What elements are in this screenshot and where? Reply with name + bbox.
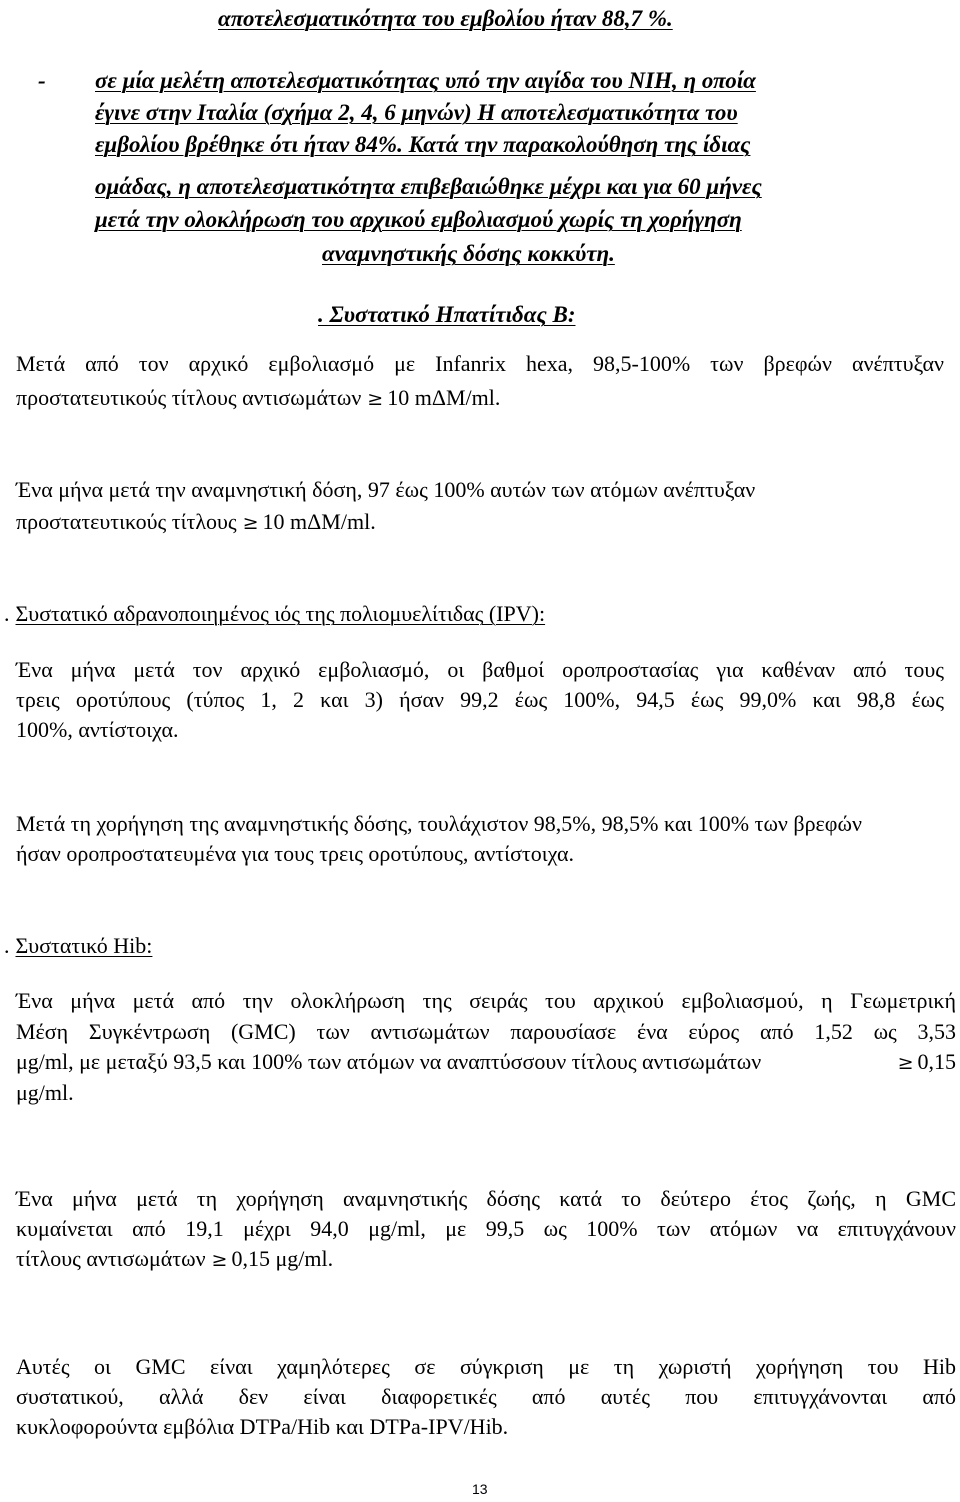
hepb-heading: . Συστατικό Ηπατίτιδας Β: [318, 302, 576, 327]
geq-symbol: ≥ [367, 388, 384, 410]
hib-p2-value: 0,15 μg/ml. [231, 1246, 334, 1271]
hib-p3-line-3: κυκλοφορούντα εμβόλια DTPa/Hib και DTPa-IPV/Hib. [16, 1414, 509, 1439]
hepb-p2-line-2 [16, 509, 376, 536]
ipv-heading [4, 601, 545, 627]
hepb-p1-line-1: Μετά από τον αρχικό εμβολιασμό με Infanrix hexa, 98,5-100% των βρεφών ανέπτυξαν [16, 351, 944, 376]
nih-line-4: ομάδας, η αποτελεσματικότητα επιβεβαιώθηκε μέχρι και για 60 μήνες [95, 174, 762, 199]
geq-symbol: ≥ [897, 1052, 914, 1074]
hib-p2-line-2: κυμαίνεται από 19,1 μέχρι 94,0 μg/ml, με 99,5 ως 100% των ατόμων να επιτυγχάνουν [16, 1216, 956, 1241]
nih-line-5: μετά την ολοκλήρωση του αρχικού εμβολιασμού χωρίς τη χορήγηση [95, 207, 742, 232]
hepb-p2-line-1: Ένα μήνα μετά την αναμνηστική δόση, 97 έως 100% αυτών των ατόμων ανέπτυξαν [16, 477, 756, 502]
ipv-p2-line-1: Μετά τη χορήγηση της αναμνηστικής δόσης, τουλάχιστον 98,5%, 98,5% και 100% των βρεφών [16, 811, 862, 836]
bullet-dash: - [38, 68, 46, 93]
hib-heading-dot: . [4, 933, 10, 958]
nih-line-2: έγινε στην Ιταλία (σχήμα 2, 4, 6 μηνών) Η αποτελεσματικότητα του [95, 100, 738, 125]
hib-p1-line-3-text: μg/ml, με μεταξύ 93,5 και 100% των ατόμων να αναπτύσσουν τίτλους αντισωμάτων [16, 1049, 762, 1074]
hib-p3-line-2: συστατικού, αλλά δεν είναι διαφορετικές από αυτές που επιτυγχάνονται από [16, 1384, 956, 1409]
nih-line-6: αναμνηστικής δόσης κοκκύτη. [322, 241, 615, 266]
hepb-p1-line-2 [16, 385, 500, 412]
geq-symbol: ≥ [242, 512, 259, 534]
ipv-heading-text: Συστατικό αδρανοποιημένος ιός της πολιομυελίτιδας (IPV): [15, 601, 546, 626]
ipv-heading-dot: . [4, 601, 10, 626]
hib-p2-line-3 [16, 1246, 333, 1273]
hib-p1-line-3 [16, 1049, 956, 1076]
nih-line-3: εμβολίου βρέθηκε ότι ήταν 84%. Κατά την παρακολούθηση της ίδιας [95, 132, 751, 157]
geq-symbol: ≥ [211, 1249, 228, 1271]
hepb-p1-line-2-text: προστατευτικούς τίτλους αντισωμάτων [16, 385, 362, 410]
hib-p3-line-1: Αυτές οι GMC είναι χαμηλότερες σε σύγκριση με τη χωριστή χορήγηση του Hib [16, 1354, 956, 1379]
hib-p1-line-1: Ένα μήνα μετά από την ολοκλήρωση της σειράς του αρχικού εμβολιασμού, η Γεωμετρική [16, 988, 956, 1013]
ipv-p2-line-2: ήσαν οροπροστατευμένα για τους τρεις οροτύπους, αντίστοιχα. [16, 841, 574, 866]
hib-p2-line-3-text: τίτλους αντισωμάτων [16, 1246, 206, 1271]
hepb-p1-value: 10 mΔM/ml. [387, 385, 501, 410]
hib-p1-line-2: Μέση Συγκέντρωση (GMC) των αντισωμάτων παρουσίασε ένα εύρος από 1,52 ως 3,53 [16, 1019, 956, 1044]
hib-p2-line-1: Ένα μήνα μετά τη χορήγηση αναμνηστικής δόσης κατά το δεύτερο έτος ζωής, η GMC [16, 1186, 956, 1211]
hib-heading-text: Συστατικό Hib: [15, 933, 153, 958]
hepb-p2-value: 10 mΔM/ml. [262, 509, 376, 534]
page-number: 13 [472, 1481, 488, 1497]
hib-p1-value: 0,15 [917, 1049, 956, 1074]
continuation-line: αποτελεσματικότητα του εμβολίου ήταν 88,7 %. [218, 6, 673, 31]
nih-line-1: σε μία μελέτη αποτελεσματικότητας υπό την αιγίδα του NIH, η οποία [95, 68, 756, 93]
ipv-p1-line-2: τρεις οροτύπους (τύπος 1, 2 και 3) ήσαν 99,2 έως 100%, 94,5 έως 99,0% και 98,8 έως [16, 687, 944, 712]
hib-p1-line-4: μg/ml. [16, 1080, 74, 1105]
hib-heading [4, 933, 152, 959]
hepb-p2-line-2-text: προστατευτικούς τίτλους [16, 509, 237, 534]
ipv-p1-line-3: 100%, αντίστοιχα. [16, 717, 179, 742]
ipv-p1-line-1: Ένα μήνα μετά τον αρχικό εμβολιασμό, οι βαθμοί οροπροστασίας για καθέναν από τους [16, 657, 944, 682]
